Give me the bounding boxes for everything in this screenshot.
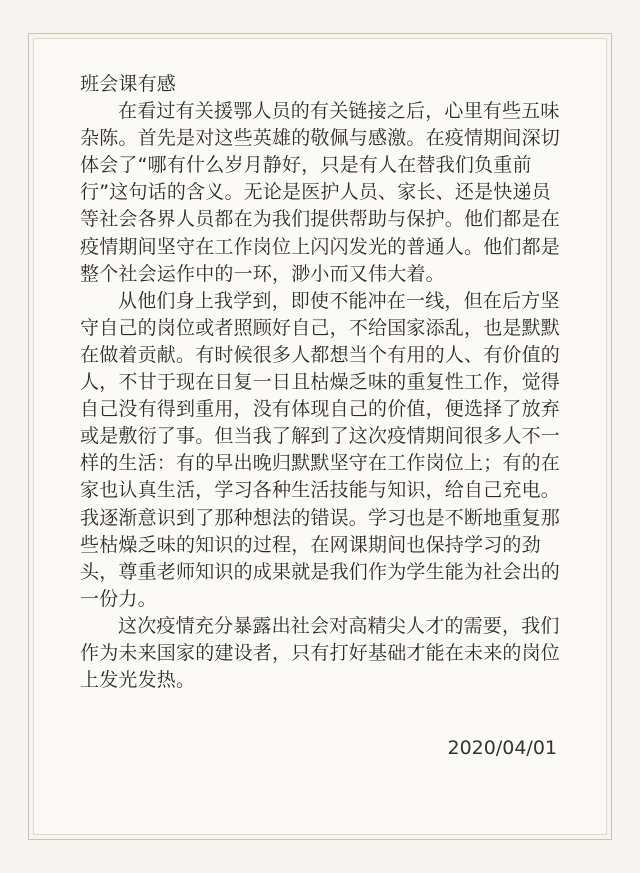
- essay-date: 2020/04/01: [447, 737, 557, 759]
- essay-body: [80, 71, 565, 694]
- paragraph-2: 从他们身上我学到，即使不能冲在一线，但在后方坚守自己的岗位或者照顾好自己，不给国家添乱，也是默默在做着贡献。有时候很多人都想当个有用的人、有价值的人，不甘于现在日复一日且枯燥乏味的重复性工作，觉得自己没有得到重用，没有体现自己的价值，便选择了放弃或是敷衍了事。但当我了解到了这次疫情期间很多人不一样的生活：有的早出晚归默默坚守在工作岗位上；有的在家也认真生活，学习各种生活技能与知识，给自己充电。我逐渐意识到了那种想法的错误。学习也是不断地重复那些枯燥乏味的知识的过程，在网课期间也保持学习的劲头，尊重老师知识的成果就是我们作为学生能为社会出的一份力。: [80, 289, 561, 610]
- essay-title: 班会课有感: [80, 73, 177, 95]
- paragraph-3: 这次疫情充分暴露出社会对高精尖人才的需要，我们作为未来国家的建设者，只有打好基础才能在未来的岗位上发光发热。: [80, 614, 561, 692]
- paragraph-1: 在看过有关援鄂人员的有关链接之后，心里有些五味杂陈。首先是对这些英雄的敬佩与感激。在疫情期间深切体会了“哪有什么岁月静好，只是有人在替我们负重前行”这句话的含义。无论是医护人员、家长、还是快递员等社会各界人员都在为我们提供帮助与保护。他们都是在疫情期间坚守在工作岗位上闪闪发光的普通人。他们都是整个社会运作中的一环，渺小而又伟大着。: [80, 100, 561, 285]
